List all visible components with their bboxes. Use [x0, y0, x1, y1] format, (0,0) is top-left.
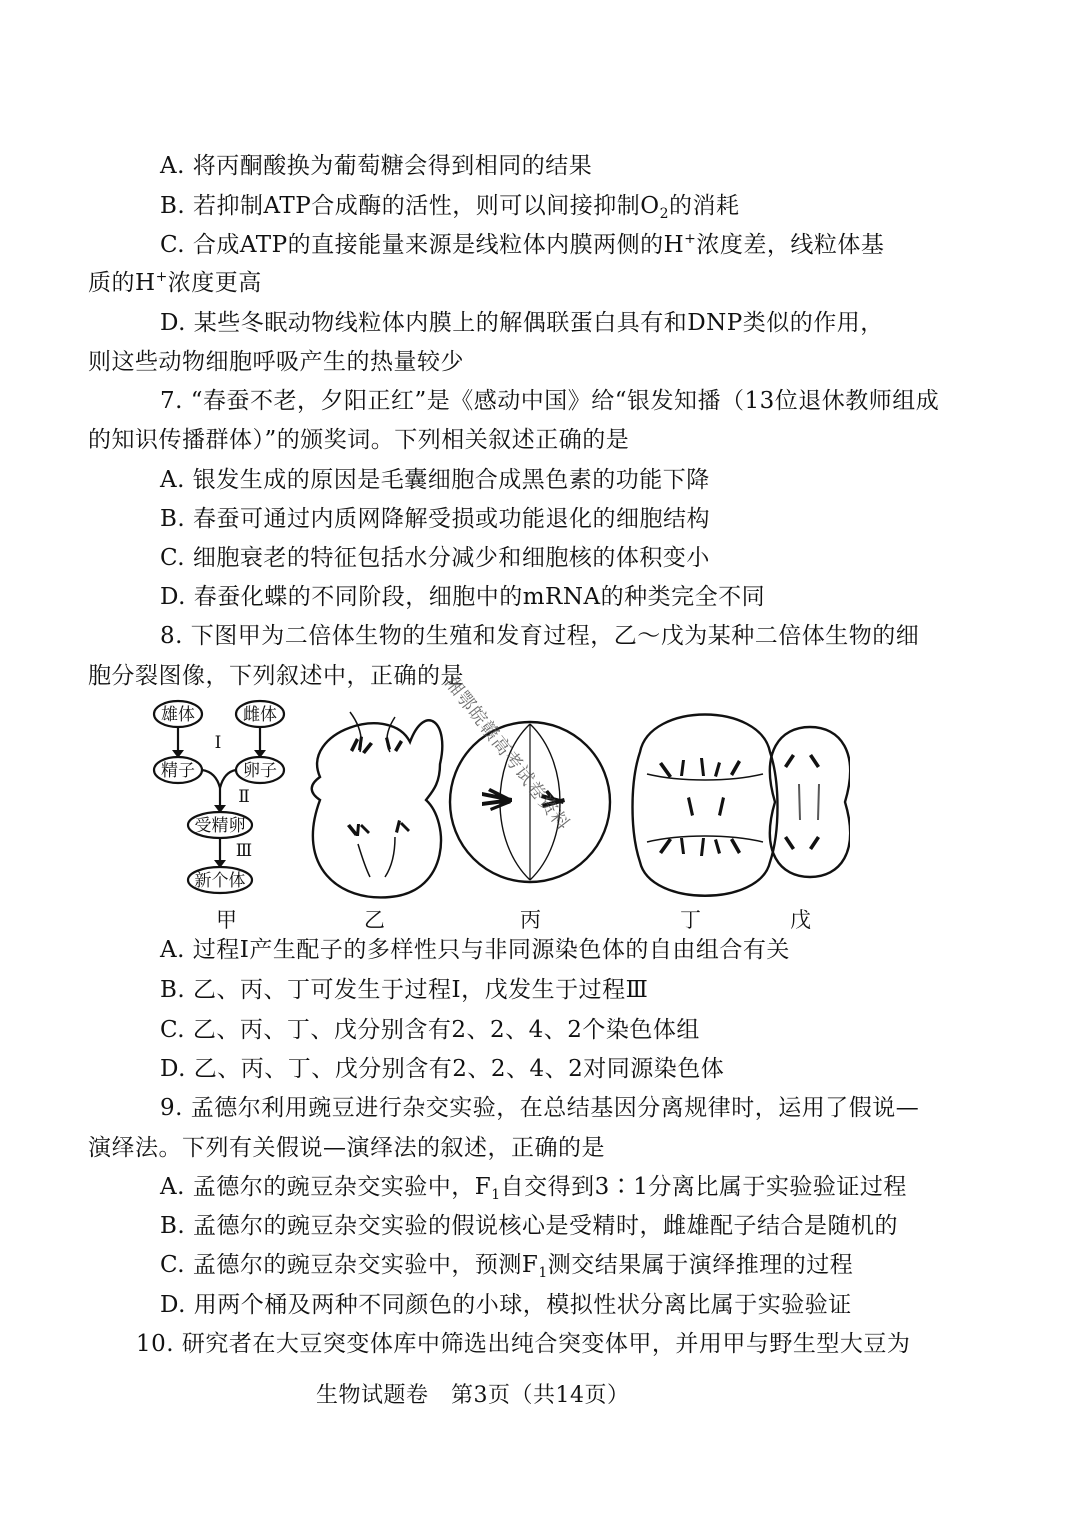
- cell-ding-chromosomes: [659, 758, 741, 856]
- q8-option-a: A. 过程Ⅰ产生配子的多样性只与非同源染色体的自由组合有关: [160, 937, 790, 963]
- q6-option-c-line2: 质的H+浓度更高: [88, 269, 262, 296]
- q7-stem-line1: 7. “春蚕不老，夕阳正红”是《感动中国》给“银发知播（13位退休教师组成: [160, 388, 940, 414]
- cell-wu: [770, 727, 850, 877]
- figure-label-jia: 甲: [216, 908, 237, 932]
- q6-option-d-line1: D. 某些冬眠动物线粒体内膜上的解偶联蛋白具有和DNP类似的作用，: [160, 310, 884, 336]
- figure-label-bing: 丙: [520, 908, 541, 932]
- cell-yi: [312, 712, 443, 897]
- q8-stem-line1: 8. 下图甲为二倍体生物的生殖和发育过程，乙～戊为某种二倍体生物的细: [160, 623, 920, 649]
- q8-option-b: B. 乙、丙、丁可发生于过程Ⅰ，戊发生于过程Ⅲ: [160, 977, 649, 1003]
- figure-label-ding: 丁: [680, 908, 701, 932]
- step-2-label: Ⅱ: [238, 787, 250, 807]
- q9-option-a: A. 孟德尔的豌豆杂交实验中，$F_1$自交得到3∶1分离比属于实验验证过程: [160, 1174, 907, 1203]
- node-egg-text: 卵子: [243, 761, 277, 781]
- cell-ding: [633, 715, 778, 896]
- cell-wu-chromosomes: [784, 754, 820, 850]
- node-sperm-text: 精子: [161, 761, 195, 781]
- q6-option-d-line2: 则这些动物细胞呼吸产生的热量较少: [88, 349, 464, 375]
- node-individual-text: 新个体: [194, 871, 246, 891]
- q9-option-c: C. 孟德尔的豌豆杂交实验中，预测$F_1$测交结果属于演绎推理的过程: [160, 1252, 854, 1281]
- node-female-text: 雌体: [243, 705, 277, 725]
- q7-option-c: C. 细胞衰老的特征包括水分减少和细胞核的体积变小: [160, 545, 710, 571]
- q8-option-d: D. 乙、丙、丁、戊分别含有2、2、4、2对同源染色体: [160, 1056, 725, 1082]
- q6-option-b: B. 若抑制ATP合成酶的活性，则可以间接抑制$O_2$的消耗: [160, 193, 740, 222]
- node-male-text: 雄体: [161, 705, 195, 725]
- q9-option-b: B. 孟德尔的豌豆杂交实验的假说核心是受精时，雌雄配子结合是随机的: [160, 1213, 899, 1239]
- q8-option-c: C. 乙、丙、丁、戊分别含有2、2、4、2个染色体组: [160, 1017, 700, 1043]
- step-1-label: Ⅰ: [214, 733, 222, 753]
- page-footer: 生物试题卷 第3页（共14页）: [316, 1383, 630, 1408]
- node-zygote-text: 受精卵: [194, 816, 246, 836]
- q9-stem-line2: 演绎法。下列有关假说—演绎法的叙述，正确的是: [88, 1135, 605, 1161]
- q6-option-c-line1: C. 合成ATP的直接能量来源是线粒体内膜两侧的H+浓度差，线粒体基: [160, 231, 885, 258]
- q8-stem-line2: 胞分裂图像，下列叙述中，正确的是: [88, 663, 464, 689]
- q9-option-d: D. 用两个桶及两种不同颜色的小球，模拟性状分离比属于实验验证: [160, 1292, 852, 1318]
- q7-option-b: B. 春蚕可通过内质网降解受损或功能退化的细胞结构: [160, 506, 711, 532]
- cell-yi-chromosomes: [347, 736, 410, 836]
- figure-label-yi: 乙: [364, 908, 385, 932]
- q6-option-a: A. 将丙酮酸换为葡萄糖会得到相同的结果: [160, 153, 593, 179]
- q7-stem-line2: 的知识传播群体）”的颁奖词。下列相关叙述正确的是: [88, 427, 630, 453]
- step-3-label: Ⅲ: [235, 841, 253, 861]
- q7-option-a: A. 银发生成的原因是毛囊细胞合成黑色素的功能下降: [160, 467, 710, 493]
- q10-stem-line1: 10. 研究者在大豆突变体库中筛选出纯合突变体甲，并用甲与野生型大豆为: [136, 1331, 911, 1357]
- q7-option-d: D. 春蚕化蝶的不同阶段，细胞中的mRNA的种类完全不同: [160, 584, 766, 610]
- figure-label-wu: 戊: [790, 908, 811, 932]
- q9-stem-line1: 9. 孟德尔利用豌豆进行杂交实验，在总结基因分离规律时，运用了假说—: [160, 1095, 920, 1121]
- watermark: 湘鄂皖赣高考试卷资料: [440, 672, 574, 836]
